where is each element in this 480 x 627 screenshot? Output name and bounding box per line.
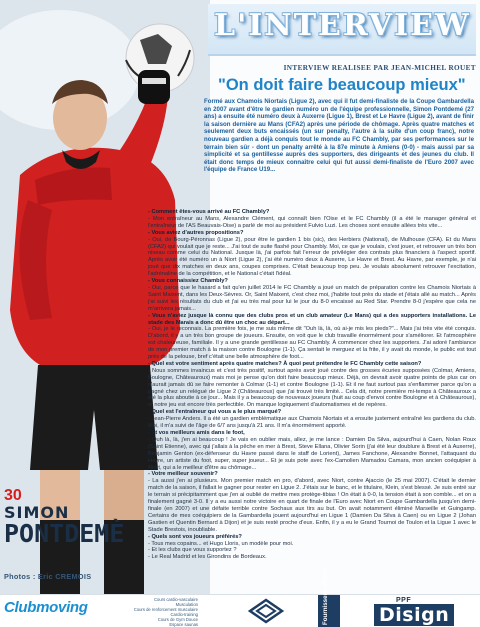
section-title: L'INTERVIEW [214,8,471,43]
interview-answer: - Oui, parce que le hasard a fait qu'en juillet 2014 le FC Chambly a joué un match de préparation contre les Chamois Niortais à Saint Maixent, dans les Deux-Sèvres. Or, Saint Maixent, c'est chez moi, j'habite tout près du stade et j'étais allé au match... Après j'ai suivi les résultats du club et j'ai eu très mal pour lui le jour du 8-0 encaissé au Red Star. Prendre 8-0 j'espère que cela ne m'arrivera jamais... [148,284,476,312]
interview-question: - Comment êtes-vous arrivé au FC Chambly? [148,209,270,215]
interview-question: - Quel est l'entraîneur qui vous a le plus marqué? [148,409,282,416]
interview-answer: - Et les clubs que vous supportez ? [148,547,237,554]
interview-question: - Votre meilleur souvenir? [148,471,218,478]
ppf-label: PPF [396,597,412,604]
interview-question: - Vous n'aviez jusque là connu que des clubs pros et un club amateur (Le Mans) qui a des supporters installations. Le stade des Marais a donc dû être un choc au départ... [148,312,476,326]
interview-answer: - Jean-Pierre Anders. Il a été un gardien emblématique aux Chamois Niortais et a ensuite justement entraîné les gardiens du club. Moi, il m'a suivi de l'âge de 6/7 ans jusqu'à 21 ans. Il m'a énormément apporté. [148,416,476,430]
player-name-block [4,488,149,547]
player-last-name: PONTDEMÈ [4,519,125,548]
interview-question: - Vous aviez d'autres propositions? [148,229,244,236]
player-first-name: SIMON [4,503,70,522]
interview-answer: - Oui, je le reconnais. La première fois, je me suis même dit "Ouh là, là, où ai-je mis les pieds?"... Mais j'ai très vite été conquis. D'abord, il y a un très bon groupe de joueurs. Ensuite, on voit que le club travaille énormément pour s'améliorer. Et l'atmosphère est chaleureuse, familiale. Il y a une grande gentillesse au FC Chambly. À commencer chez les supporters. J'ai adoré l'ambiance de mon premier match à la maison contre Boulogne (1-1). Ça sentait le merguez et la frite, il y avait du monde, le public est tout près de la pelouse, bref c'était une belle atmosphère de foot... [148,326,476,361]
clubmoving-service-item: Cours de Gym Douce [157,617,198,622]
interview-answer: - La aussi j'en ai plusieurs. Mon premier match en pro, d'abord, avec Niort, contre Ajaccio (le 25 mai 2007). C'était le dernier match de la saison, il fallait le gagner pour rester en Ligue 2. J'étais sur le banc, et le titulaire, Klein, s'est blessé. Je suis entré sur le terrain si précipitamment que j'en ai oublié de mettre mes protège-tibias ! On était à 0-0, la tension était à son comble... et on a finalement gagné 3-0. Il y a eu aussi notre victoire en quart de finale de l'Euro avec Niort en Coupe Gambardella jusqu'en demi-finale (en 2007) et une défaite terrible contre Sochaux aux tirs au but. On avait notamment éliminé Marseille et Guingamp. Certains de mes coéquipiers de la Gambardella jouent aujourd'hui en Ligue 1 (Damien Da Silva à Caen) ou en Ligue 2 (Johan Gastien et Quentin Bernard à Dijon) et je suis resté proche d'eux. Enfin, il y a eu le Grand Tournoi de Toulon et la Ligue 1 avec le Stade Brestois, inoubliable. [148,478,476,533]
interview-answer: - Tous mes copains... et Hugo Lloris, un modèle pour moi. [148,540,294,547]
interview-question: - Vous connaissiez Chambly? [148,278,228,285]
clubmoving-logo: Clubmoving [4,599,88,616]
interview-body [148,209,476,579]
player-number: 30 [4,487,22,504]
photo-credit: Photos : Eric CREMOIS [4,572,92,581]
interview-question: - Quels sont vos joueurs préférés? [148,533,242,540]
headline: "On doit faire beaucoup mieux" [218,76,466,94]
clubmoving-services [102,597,198,627]
official-supplier-badge [318,567,340,627]
interview-answer: - Nous sommes invaincus et c'est très positif, surtout après avoir joué contre des grosses écuries supposées (Colmar, Amiens, Boulogne, Châteauroux) mais moi je pense qu'on doit faire beaucoup mieux. Déjà, on devrait avoir quatre points de plus car on n'aurait jamais dû se faire remonter à Colmar (1-1) et contre Boulogne (1-1). Et il ne faut surtout pas s'enflammer parce qu'on a gagné chez un relégué de Ligue 2 (Châteauroux) que j'ai trouvé très limité... Cela dit, notre première mi-temps à Châteauroux a été la plus aboutie à ce jour... Mais il y a beaucoup de nouveaux joueurs (huit au coup d'envoi contre Boulogne et à Châteauroux), et notre jeu est encore très perfectible. On manque logiquement d'automatismes et de repères. [148,367,476,409]
clubmoving-service-item: Cours cardio-vasculaire [154,597,198,602]
umbro-logo-icon [248,597,284,625]
interview-answer: - Ouh là, là, j'en ai beaucoup ! Je vais en oublier mais, allez, je me lance : Damien Da Silva, aujourd'hui à Caen, Nolan Roux (Saint Etienne), avec qui j'allais à la pêche en mer à Brest, Steve Ellana, Olivier Sorin (j'ai été leur doublure à Brest et à Auxerre), Benjamin Genton (ex-défenseur du Havre passé dans le staff de Lorient), James Fanchone, Alexandre Bonnet, l'attaquant du Havre, un artiste du foot, super, super joueur... Et je suis pote avec l'ex-Camolien Mamadou Camara, mon ancien coéquipier à Niort, qui a le meilleur d'être au chômage... [148,436,476,471]
interview-question: - Et vos meilleurs amis dans le foot, [148,430,245,436]
clubmoving-service-item: Musculation [175,602,198,607]
interview-answer: - Le Real Madrid et les Girondins de Bordeaux. [148,554,267,561]
clubmoving-service-item: Cardio-training [170,612,198,617]
byline: INTERVIEW REALISEE PAR JEAN-MICHEL ROUET [283,64,476,72]
interview-answer: - Oui, de Bourg-Péronnas (Ligue 2), pour être le gardien 1 bis (sic), des Herbiers (National), de Mulhouse (CFA). Et du Mans (CFA2) qui voulait que je reste... J'ai tout de suite flashé pour Chambly. Moi, ce que je voulais, c'est jouer, et retrouver un très bon niveau comme celui du National. Jusque là, j'ai parfois fait l'erreur de privilégier des contrats plus financiers à l'aspect sportif. Après avoir été numéro un à Niort (Ligue 2), j'ai été numéro deux à Auxerre, Le Havre et Brest. Au Havre, par exemple, je n'ai joué que dix matches en deux ans, coupes comprises. C'était beaucoup trop peu. Je voulais absolument retrouver l'excitation, l'adrénaline de la compétition, et le National c'était l'idéal. [148,236,476,278]
official-supplier-label: Fournisseur officiel [322,567,329,625]
interview-answer: - Mon entraîneur au Mans, Alexandre Clément, qui connaît bien l'Oise et le FC Chambly (il a été le manager général et l'entraîneur de l'AS Beauvais-Oise) a parlé de moi au président Fulvio Luzi. Les choses sont ensuite allées très vite... [148,215,476,229]
interview-question: - Quel est votre sentiment après quatre matches? À quoi peut prétendre le FC Chambly cette saison? [148,360,422,367]
clubmoving-service-item: Cours de renforcement musculaire [133,607,198,612]
ppf-disign-logo [356,595,476,627]
clubmoving-service-item: Espace saunas [169,622,198,627]
section-header [208,4,476,56]
intro-paragraph: Formé aux Chamois Niortais (Ligue 2), avec qui il fut demi-finaliste de la Coupe Gambardella en 2007 avant d'être le gardien numéro un de l'équipe professionnelle, Simon Pontdemé (27 ans) a ensuite été numéro deux à Auxerre (Ligue 1), Brest et Le Havre (Ligue 2), avant de finir la saison dernière au Mans (CFA2) après une période de chômage. Après quatre matches et seulement deux buts encaissés (un sur penalty, l'autre à la suite d'un coup franc), notre nouveau gardien a déjà conquis tout le monde au FC Chambly, par ses performances sur le terrain bien sûr - dont un penalty arrêté à la 87e minute à Amiens (0-0) - mais aussi par sa simplicité et sa gentillesse auprès des supporters, des dirigeants et des jeunes du club. Il était donc temps de mieux connaître celui qui fut aussi demi-finaliste de l'Euro 2007 avec l'équipe de France U19... [204,98,474,174]
disign-label: Disign [374,604,454,626]
